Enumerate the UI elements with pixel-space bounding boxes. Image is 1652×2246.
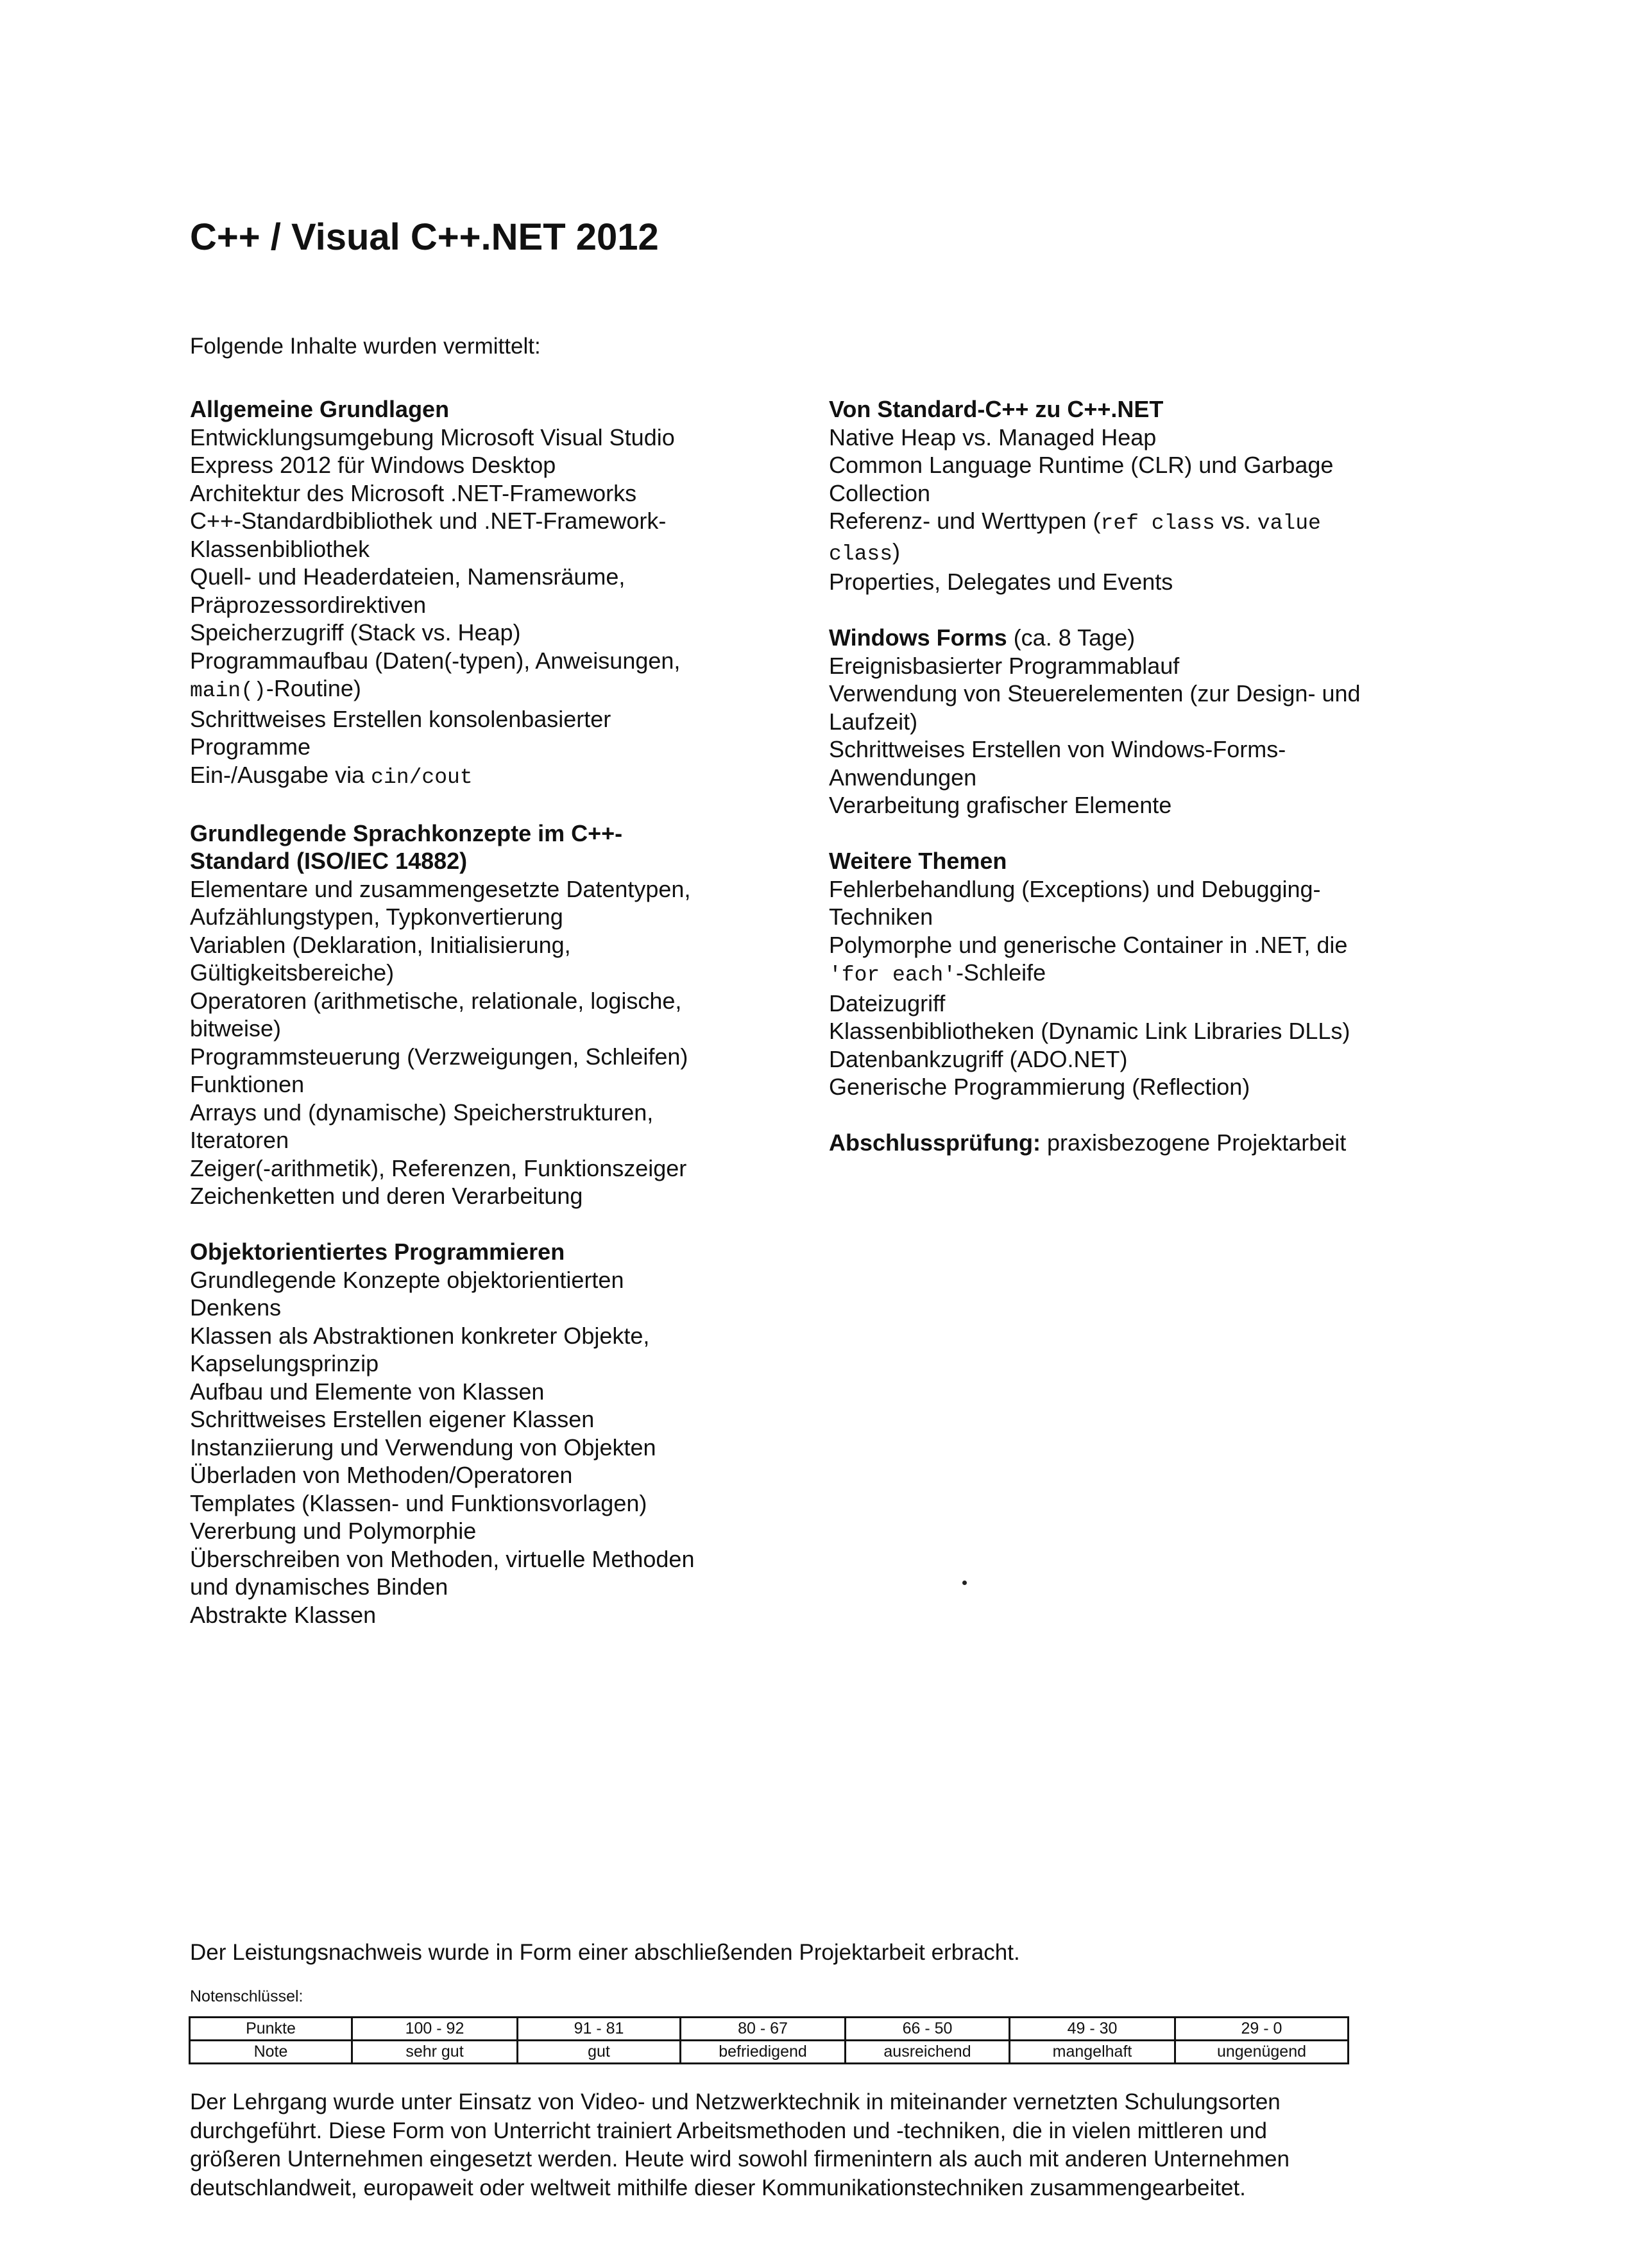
topic-line xyxy=(190,1573,831,1601)
topic-line xyxy=(190,1043,831,1071)
points-row xyxy=(190,2018,1349,2041)
topic-line xyxy=(829,875,1509,904)
topic-text: -Routine) xyxy=(266,675,361,701)
topic-line xyxy=(190,1294,831,1322)
page-title: C++ / Visual C++.NET 2012 xyxy=(190,216,659,258)
topic-text: Iteratoren xyxy=(190,1127,289,1153)
topic-line xyxy=(190,1434,831,1462)
topic-text: Denkens xyxy=(190,1294,282,1321)
section-heading-text: Allgemeine Grundlagen xyxy=(190,396,450,422)
points-cell: 66 - 50 xyxy=(846,2018,1010,2041)
topic-text: Abstrakte Klassen xyxy=(190,1601,377,1628)
topic-text: Quell- und Headerdateien, Namensräume, xyxy=(190,563,626,590)
right-column xyxy=(829,395,1509,1185)
topic-line xyxy=(829,735,1509,764)
topic-line xyxy=(190,479,831,508)
topic-line xyxy=(190,1182,831,1210)
grade-cell: ungenügend xyxy=(1175,2041,1349,2064)
points-cell: 91 - 81 xyxy=(518,2018,681,2041)
topic-line xyxy=(829,1017,1509,1045)
section-heading-text: Von Standard-C++ zu C++.NET xyxy=(829,396,1164,422)
section-heading-text: Weitere Themen xyxy=(829,848,1007,874)
intro-text: Folgende Inhalte wurden vermittelt: xyxy=(190,334,541,359)
topic-line xyxy=(190,733,831,761)
topic-line xyxy=(190,591,831,619)
topic-line xyxy=(190,1266,831,1294)
topic-text: Verarbeitung grafischer Elemente xyxy=(829,792,1172,818)
topic-text: Aufbau und Elemente von Klassen xyxy=(190,1378,545,1405)
section-heading xyxy=(829,395,1509,424)
section-heading xyxy=(829,847,1509,875)
topic-text: Express 2012 für Windows Desktop xyxy=(190,452,556,478)
topic-line xyxy=(829,708,1509,736)
topic-text: Gültigkeitsbereiche) xyxy=(190,959,395,986)
topic-text: Zeichenketten und deren Verarbeitung xyxy=(190,1183,583,1209)
topic-line xyxy=(190,1350,831,1378)
topic-text: Kapselungsprinzip xyxy=(190,1350,379,1376)
topic-text: Schrittweises Erstellen konsolenbasierter xyxy=(190,705,611,732)
section-heading xyxy=(829,624,1509,652)
topic-text: Zeiger(-arithmetik), Referenzen, Funktionszeiger xyxy=(190,1154,687,1181)
topic-line xyxy=(190,903,831,931)
topic-text: Überladen von Methoden/Operatoren xyxy=(190,1462,573,1488)
topic-line xyxy=(190,507,831,535)
section-heading xyxy=(190,395,831,424)
points-cell: 80 - 67 xyxy=(681,2018,846,2041)
topic-line xyxy=(190,424,831,452)
topic-line xyxy=(190,875,831,904)
grade-row xyxy=(190,2041,1349,2064)
topic-line xyxy=(190,563,831,591)
section-heading-text: Objektorientiertes Programmieren xyxy=(190,1239,565,1265)
topic-line xyxy=(190,535,831,563)
scan-speck xyxy=(962,1581,967,1585)
topic-text: Schrittweises Erstellen von Windows-Forms- xyxy=(829,736,1286,762)
topic-line xyxy=(190,451,831,479)
topic-text: Aufzählungstypen, Typkonvertierung xyxy=(190,904,563,930)
course-section xyxy=(190,395,831,791)
topic-line xyxy=(829,1045,1509,1074)
section-heading xyxy=(190,819,831,848)
course-section xyxy=(829,847,1509,1101)
topic-line xyxy=(829,451,1509,479)
points-cell: 29 - 0 xyxy=(1175,2018,1349,2041)
footer-line: durchgeführt. Diese Form von Unterricht trainiert Arbeitsmethoden und -techniken, die in vielen mittleren und xyxy=(190,2118,1267,2143)
bold-label: Abschlussprüfung: xyxy=(829,1129,1041,1156)
footer-text xyxy=(190,2088,1409,2202)
topic-line xyxy=(190,1322,831,1350)
topic-text: Polymorphe und generische Container in .NET, die xyxy=(829,931,1348,958)
section-heading-text: Windows Forms xyxy=(829,624,1007,651)
topic-line xyxy=(829,791,1509,819)
topic-text: C++-Standardbibliothek und .NET-Framework- xyxy=(190,508,667,534)
topic-text: Techniken xyxy=(829,904,933,930)
left-column xyxy=(190,395,831,1657)
topic-line xyxy=(190,1601,831,1629)
topic-text: Properties, Delegates und Events xyxy=(829,569,1173,595)
topic-line xyxy=(190,1378,831,1406)
topic-text: Referenz- und Werttypen ( xyxy=(829,508,1101,534)
topic-line xyxy=(829,507,1509,538)
topic-text: Grundlegende Konzepte objektorientierten xyxy=(190,1266,624,1293)
topic-text: ) xyxy=(892,538,901,565)
topic-text: Klassen als Abstraktionen konkreter Objekte, xyxy=(190,1322,650,1349)
topic-line xyxy=(190,705,831,733)
points-cell: 100 - 92 xyxy=(352,2018,518,2041)
topic-line xyxy=(190,1099,831,1127)
topic-text: Architektur des Microsoft .NET-Frameworks xyxy=(190,479,637,506)
topic-text: Anwendungen xyxy=(829,764,977,791)
topic-text: Programme xyxy=(190,733,311,760)
topic-text: Arrays und (dynamische) Speicherstrukturen, xyxy=(190,1099,654,1126)
section-heading-text: Grundlegende Sprachkonzepte im C++- xyxy=(190,819,623,846)
topic-text: Ereignisbasierter Programmablauf xyxy=(829,652,1180,679)
grade-row-label: Note xyxy=(190,2041,352,2064)
topic-line xyxy=(190,647,831,675)
footer-line: deutschlandweit, europaweit oder weltweit mithilfe dieser Kommunikationstechniken zusammengearbeitet. xyxy=(190,2175,1246,2200)
course-section xyxy=(190,819,831,1210)
topic-text: Fehlerbehandlung (Exceptions) und Debugging- xyxy=(829,875,1321,902)
topic-text: vs. xyxy=(1214,508,1257,534)
topic-line xyxy=(829,764,1509,792)
topic-line xyxy=(190,1489,831,1518)
topic-line xyxy=(190,1015,831,1043)
points-row-label: Punkte xyxy=(190,2018,352,2041)
code-fragment: main() xyxy=(190,679,266,703)
topic-text: Instanziierung und Verwendung von Objekten xyxy=(190,1434,656,1461)
topic-text: Schrittweises Erstellen eigener Klassen xyxy=(190,1406,595,1432)
topic-text: und dynamisches Binden xyxy=(190,1573,448,1600)
section-heading-note: (ca. 8 Tage) xyxy=(1007,624,1136,651)
topic-line xyxy=(829,959,1509,990)
topic-text: Templates (Klassen- und Funktionsvorlagen) xyxy=(190,1489,647,1516)
topic-line xyxy=(829,538,1509,569)
topic-line xyxy=(190,931,831,959)
topic-text: Funktionen xyxy=(190,1071,305,1097)
topic-text: Entwicklungsumgebung Microsoft Visual Studio xyxy=(190,424,675,450)
topic-text: Elementare und zusammengesetzte Datentypen, xyxy=(190,875,691,902)
topic-line xyxy=(190,1545,831,1573)
section-heading xyxy=(190,1238,831,1266)
topic-text: Variablen (Deklaration, Initialisierung, xyxy=(190,931,571,958)
topic-line xyxy=(829,652,1509,680)
topic-text: Speicherzugriff (Stack vs. Heap) xyxy=(190,619,521,646)
topic-line xyxy=(190,959,831,987)
topic-text: Verwendung von Steuerelementen (zur Design- und xyxy=(829,680,1361,707)
code-fragment: 'for each' xyxy=(829,963,957,987)
footer-line: größeren Unternehmen eingesetzt werden. Heute wird sowohl firmenintern als auch mit anderen Unternehmen xyxy=(190,2147,1290,2172)
topic-line xyxy=(829,479,1509,508)
topic-line xyxy=(190,674,831,705)
topic-line xyxy=(829,1073,1509,1101)
code-fragment: class xyxy=(829,542,893,566)
topic-line xyxy=(829,568,1509,596)
topic-line xyxy=(190,1517,831,1545)
section-heading-text: Standard (ISO/IEC 14882) xyxy=(190,848,468,874)
topic-text: Programmsteuerung (Verzweigungen, Schleifen) xyxy=(190,1043,688,1070)
topic-line xyxy=(190,761,831,792)
topic-text: praxisbezogene Projektarbeit xyxy=(1041,1129,1347,1156)
course-section xyxy=(829,624,1509,819)
grade-cell: gut xyxy=(518,2041,681,2064)
topic-text: Operatoren (arithmetische, relationale, logische, xyxy=(190,987,682,1014)
topic-text: bitweise) xyxy=(190,1015,282,1042)
topic-line xyxy=(190,619,831,647)
topic-line xyxy=(829,680,1509,708)
topic-text: Klassenbibliothek xyxy=(190,535,370,562)
section-heading xyxy=(190,847,831,875)
topic-text: Collection xyxy=(829,479,931,506)
topic-line xyxy=(829,990,1509,1018)
grade-cell: ausreichend xyxy=(846,2041,1010,2064)
course-section xyxy=(829,395,1509,596)
topic-line xyxy=(190,1126,831,1154)
code-fragment: value xyxy=(1257,511,1321,535)
topic-line xyxy=(190,987,831,1015)
topic-line xyxy=(190,1405,831,1434)
topic-text: Dateizugriff xyxy=(829,990,946,1016)
topic-text: Datenbankzugriff (ADO.NET) xyxy=(829,1045,1128,1072)
footer-line: Der Lehrgang wurde unter Einsatz von Video- und Netzwerktechnik in miteinander vernetzten Schulungsorten xyxy=(190,2089,1281,2114)
topic-text: Generische Programmierung (Reflection) xyxy=(829,1074,1250,1100)
grading-table xyxy=(189,2016,1349,2064)
topic-line xyxy=(190,1070,831,1099)
topic-text: Klassenbibliotheken (Dynamic Link Libraries DLLs) xyxy=(829,1018,1350,1044)
topic-text: Programmaufbau (Daten(-typen), Anweisungen, xyxy=(190,647,681,674)
grading-label: Notenschlüssel: xyxy=(190,1987,303,2005)
proof-statement: Der Leistungsnachweis wurde in Form einer abschließenden Projektarbeit erbracht. xyxy=(190,1940,1020,1965)
topic-text: Vererbung und Polymorphie xyxy=(190,1518,477,1544)
code-fragment: ref class xyxy=(1100,511,1215,535)
topic-text: Native Heap vs. Managed Heap xyxy=(829,424,1157,450)
topic-text: Überschreiben von Methoden, virtuelle Methoden xyxy=(190,1545,695,1572)
grade-cell: sehr gut xyxy=(352,2041,518,2064)
topic-text: Common Language Runtime (CLR) und Garbage xyxy=(829,452,1334,478)
topic-text: Laufzeit) xyxy=(829,708,918,735)
topic-line xyxy=(829,1129,1509,1157)
points-cell: 49 - 30 xyxy=(1010,2018,1175,2041)
topic-line xyxy=(190,1461,831,1489)
grade-cell: mangelhaft xyxy=(1010,2041,1175,2064)
topic-line xyxy=(829,903,1509,931)
course-section xyxy=(190,1238,831,1629)
topic-text: -Schleife xyxy=(956,959,1046,986)
topic-text: Ein-/Ausgabe via xyxy=(190,761,371,788)
course-section xyxy=(829,1129,1509,1157)
code-fragment: cin/cout xyxy=(371,765,473,789)
topic-line xyxy=(829,931,1509,959)
topic-line xyxy=(190,1154,831,1183)
topic-line xyxy=(829,424,1509,452)
topic-text: Präprozessordirektiven xyxy=(190,591,427,618)
grade-cell: befriedigend xyxy=(681,2041,846,2064)
